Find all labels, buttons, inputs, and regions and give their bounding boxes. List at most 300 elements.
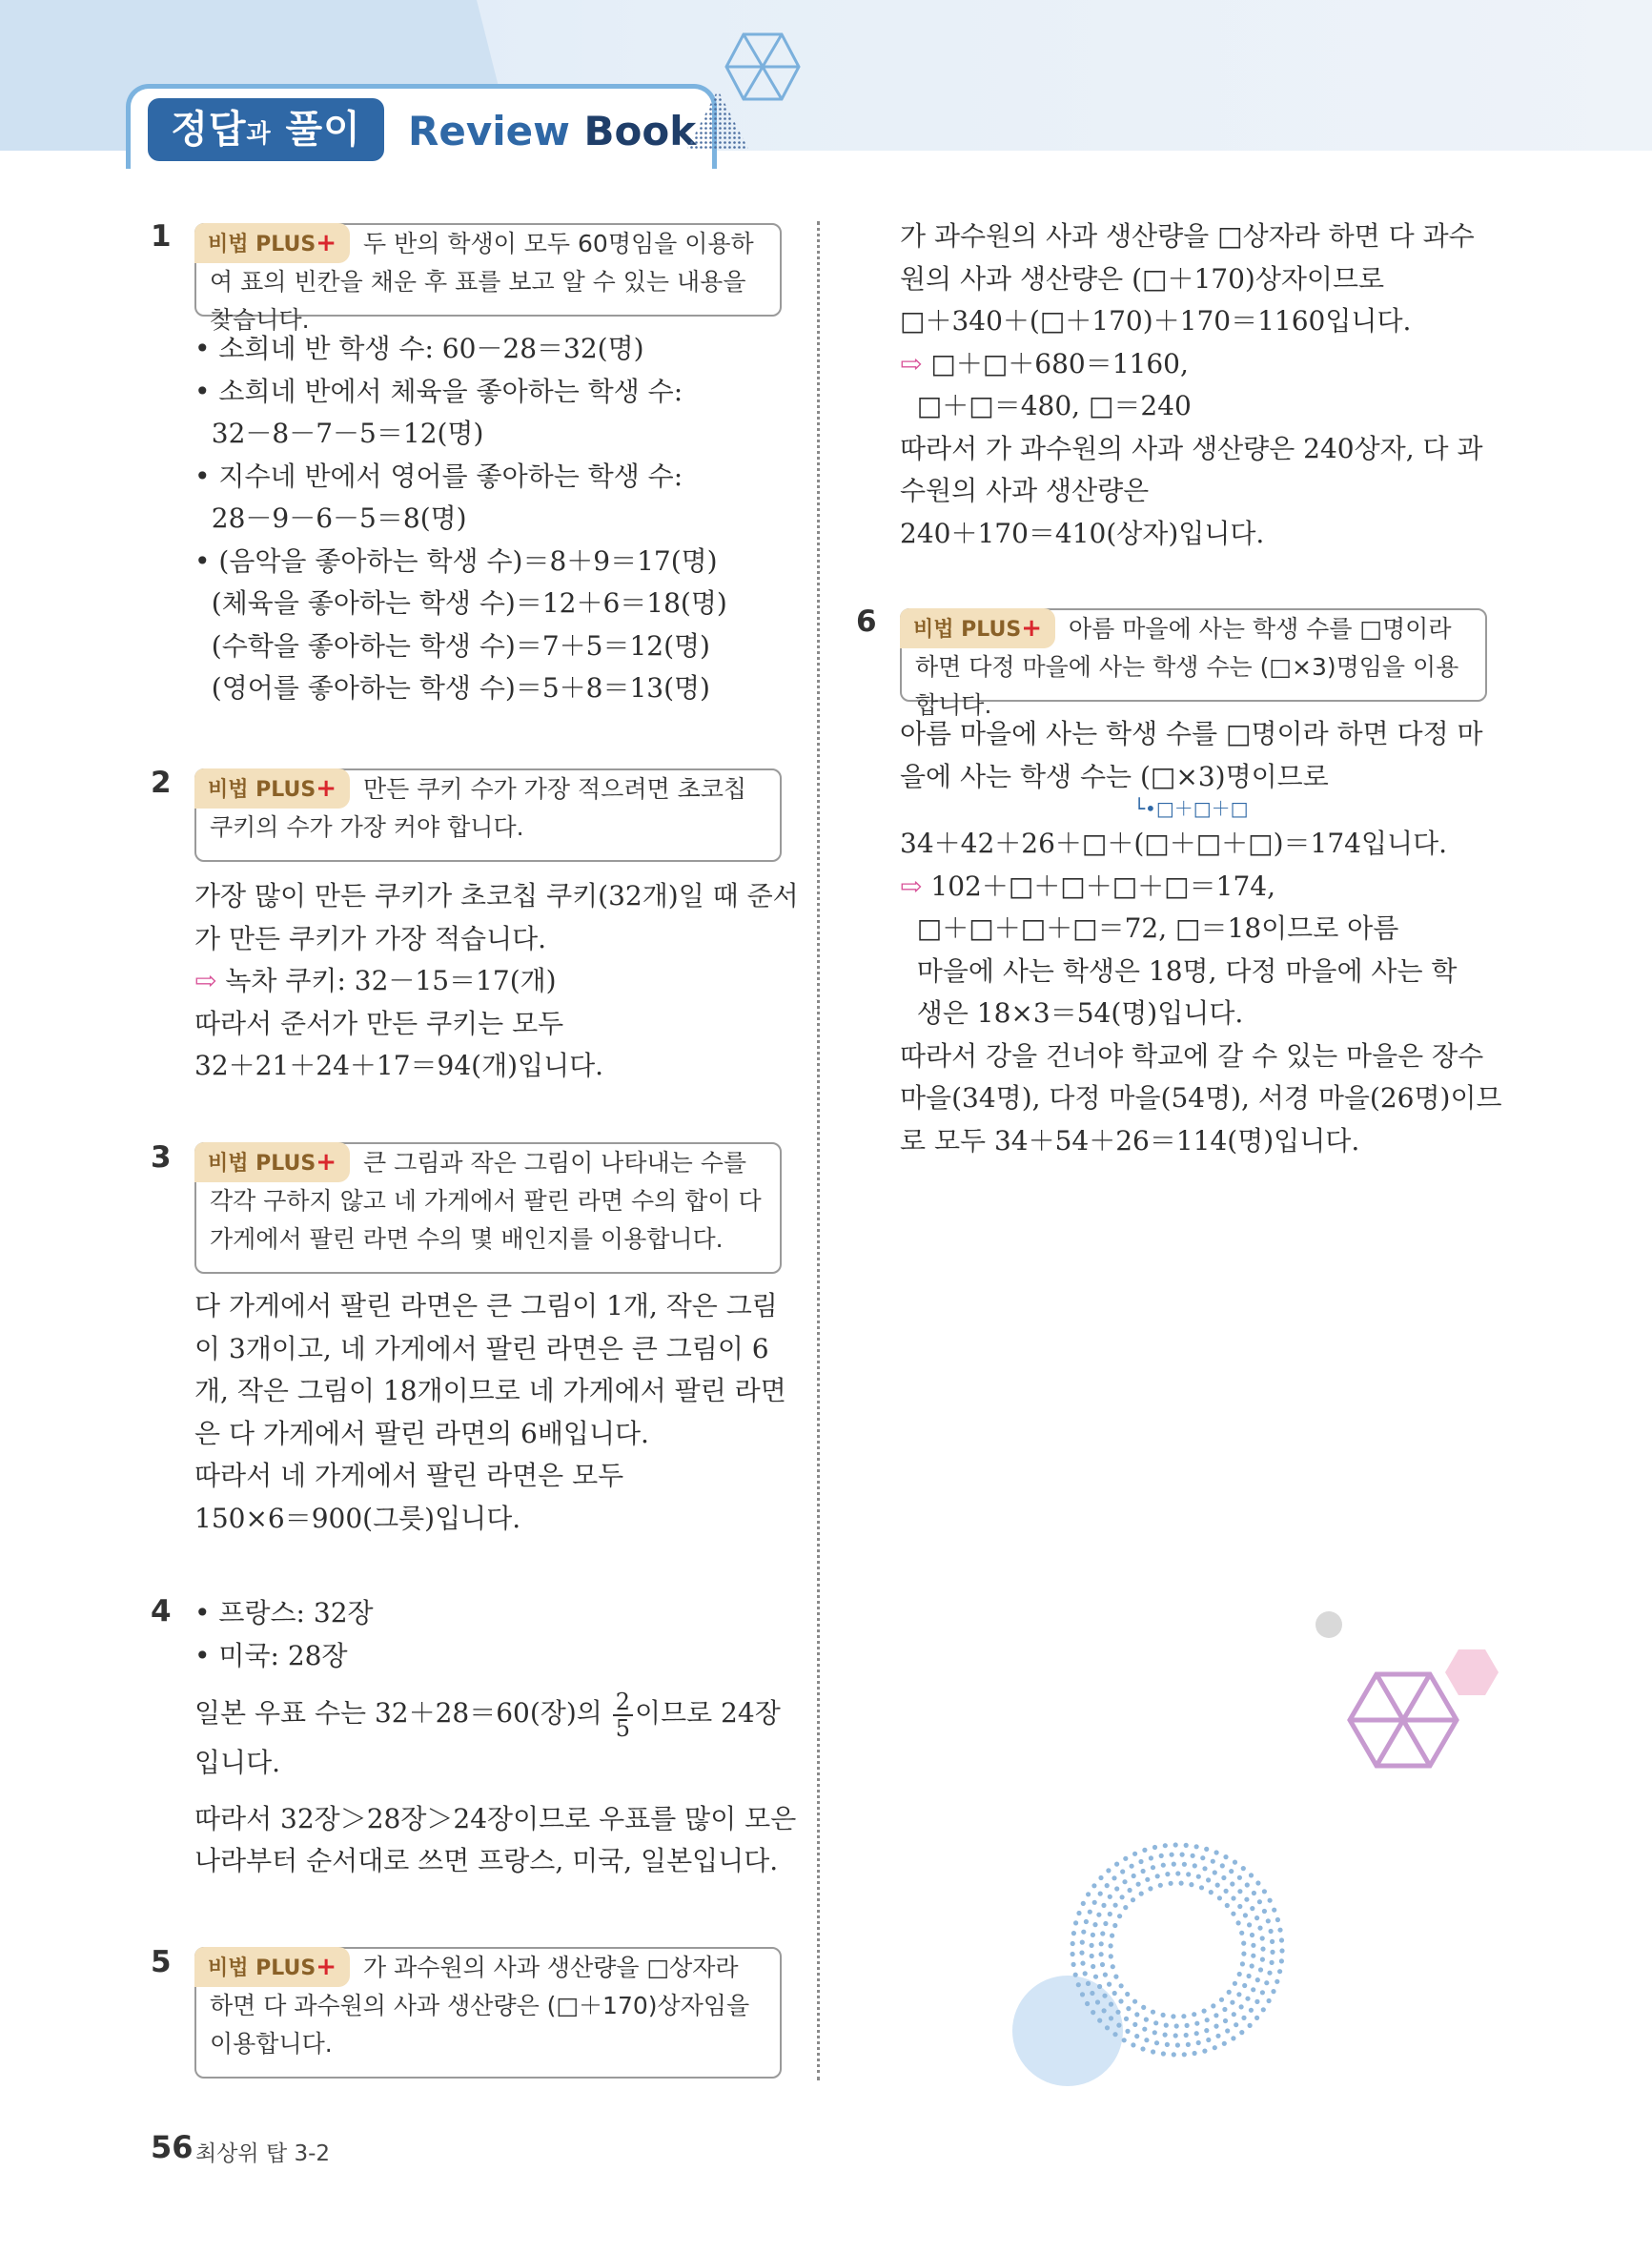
- ring-dot: [1111, 1964, 1115, 1969]
- text-line: 따라서 가 과수원의 사과 생산량은 240상자, 다 과: [900, 432, 1483, 464]
- ring-dot: [1206, 1877, 1211, 1882]
- dotted-triangle-icon: [684, 88, 751, 154]
- ring-dot: [1225, 2028, 1230, 2033]
- fraction-denominator: 5: [615, 1714, 631, 1742]
- ring-dot: [1152, 1845, 1157, 1850]
- ring-dot: [1194, 2021, 1199, 2026]
- ring-dot: [1088, 1910, 1092, 1915]
- ring-dot: [1136, 1882, 1141, 1887]
- text-line: • 프랑스: 32장: [194, 1597, 374, 1628]
- problem-number: 1: [151, 219, 172, 254]
- ring-dot: [1229, 1869, 1234, 1874]
- text-line: • (음악을 좋아하는 학생 수)＝8＋9＝17(명): [194, 544, 718, 577]
- ring-dot: [1158, 1883, 1163, 1888]
- ring-dot: [1224, 1889, 1229, 1894]
- page-number: 56: [151, 2129, 194, 2165]
- ring-dot: [1095, 1999, 1100, 2004]
- ring-dot: [1098, 1892, 1103, 1896]
- ring-dot: [1199, 1885, 1204, 1890]
- ring-dot: [1230, 2000, 1234, 2005]
- ring-dot: [1255, 1880, 1260, 1885]
- ring-dot: [1109, 1943, 1113, 1948]
- ring-dot: [1105, 2025, 1110, 2030]
- ring-dot: [1117, 1914, 1122, 1918]
- ring-dot: [1174, 2023, 1179, 2028]
- problem-2-body: [194, 875, 799, 1088]
- ring-dot: [1260, 1990, 1265, 1995]
- ring-dot: [1250, 1906, 1254, 1911]
- ring-dot: [1132, 1852, 1137, 1856]
- ring-dot: [1175, 1871, 1180, 1875]
- ring-dot: [1107, 1982, 1112, 1987]
- text-line: [194, 960, 799, 1003]
- ring-dot: [1257, 1899, 1262, 1904]
- header-badge: [148, 98, 384, 161]
- problem-1-body: [194, 328, 727, 710]
- ring-dot: [1211, 2003, 1215, 2008]
- header-badge-main: 정답: [171, 108, 247, 152]
- ring-dot: [1232, 2012, 1236, 2017]
- ring-dot: [1085, 2001, 1090, 2006]
- tip-label: 비법 PLUS: [913, 618, 1022, 642]
- tip-badge: [194, 1947, 350, 1987]
- ring-dot: [1123, 1856, 1128, 1861]
- ring-dot: [1083, 1971, 1088, 1976]
- problem-3-body: [194, 1285, 786, 1540]
- tip-text: 두 반의 학생이 모두 60명임을 이용하여 표의 빈칸을 채운 후 표를 보고 알 수 있는 내용을 찾습니다.: [210, 230, 754, 334]
- ring-dot: [1125, 2029, 1130, 2034]
- text-line: • 지수네 반에서 영어를 좋아하는 학생 수:: [194, 460, 683, 492]
- ring-dot: [1279, 1937, 1284, 1942]
- ring-dot: [1073, 1973, 1078, 1977]
- text-line: 마을에 사는 학생은 18명, 다정 마을에 사는 학: [900, 954, 1458, 987]
- text-line: [900, 343, 1483, 386]
- ring-dot: [1130, 1864, 1134, 1869]
- ring-dot: [1223, 2018, 1228, 2023]
- ring-dot: [1097, 2018, 1102, 2023]
- ring-dot: [1169, 1881, 1173, 1886]
- text-line: 28－9－6－5＝8(명): [194, 502, 467, 534]
- ring-dot: [1131, 1897, 1135, 1902]
- ring-dot: [1081, 1930, 1086, 1935]
- problem-number: 5: [151, 1945, 172, 1979]
- ring-dot: [1184, 2033, 1189, 2038]
- ring-dot: [1165, 1872, 1170, 1876]
- text-line: 따라서 준서가 만든 쿠키는 모두: [194, 1007, 564, 1039]
- ring-dot: [1231, 1895, 1235, 1900]
- ring-dot: [1202, 2009, 1207, 2014]
- tip-box: [194, 1142, 782, 1274]
- fraction: [613, 1690, 633, 1741]
- text-line-content: □＋□＋680＝1160,: [930, 347, 1189, 379]
- ring-dot: [1215, 2034, 1220, 2038]
- ring-dot: [1092, 1900, 1097, 1905]
- ring-dot: [1270, 1939, 1275, 1944]
- ring-dot: [1172, 1862, 1176, 1867]
- ring-dot: [1214, 2024, 1218, 2029]
- text-line-content: 일본 우표 수는 32＋28＝60(장)의: [194, 1697, 611, 1729]
- ring-dot: [1185, 2023, 1190, 2028]
- ring-dot: [1091, 1883, 1096, 1888]
- ring-dot: [1120, 1895, 1125, 1899]
- ring-dot: [1091, 1964, 1095, 1969]
- ring-dot: [1214, 2013, 1218, 2017]
- ring-dot: [1076, 1911, 1081, 1915]
- ring-dot: [1251, 1954, 1255, 1958]
- ring-dot: [1252, 1891, 1256, 1895]
- ring-dot: [1250, 1963, 1254, 1968]
- ring-dot: [1131, 2042, 1135, 2047]
- text-line: 150×6＝900(그릇)입니다.: [194, 1502, 521, 1534]
- ring-dot: [1189, 1882, 1193, 1887]
- text-line-content: 이므로 24장: [635, 1697, 781, 1729]
- text-line: 을에 사는 학생 수는 (□×3)명이므로: [900, 760, 1329, 792]
- ring-dot: [1122, 2038, 1127, 2042]
- ring-dot: [1114, 1886, 1119, 1891]
- ring-dot: [1097, 1984, 1102, 1989]
- ring-dot: [1090, 1943, 1094, 1948]
- ring-dot: [1141, 2005, 1146, 2010]
- ring-dot: [1109, 2016, 1113, 2020]
- ring-dot: [1243, 1913, 1248, 1917]
- ring-dot: [1139, 1892, 1144, 1896]
- text-line: 나라부터 순서대로 쓰면 프랑스, 미국, 일본입니다.: [194, 1845, 779, 1876]
- problem-number: 4: [151, 1594, 172, 1628]
- ring-dot: [1191, 1854, 1195, 1858]
- ring-dot: [1219, 1997, 1224, 2002]
- tip-text: 큰 그림과 작은 그림이 나타내는 수를 각각 구하지 않고 네 가게에서 팔린 라면 수의 합이 다 가게에서 팔린 라면 수의 몇 배인지를 이용합니다.: [210, 1149, 762, 1253]
- ring-dot: [1113, 1975, 1118, 1979]
- ring-dot: [1254, 2016, 1259, 2020]
- ring-dot: [1182, 2052, 1187, 2057]
- ring-dot: [1268, 1898, 1273, 1903]
- ring-dot: [1227, 1990, 1232, 1995]
- text-line: 34＋42＋26＋□＋(□＋□＋□)＝174입니다.: [900, 828, 1448, 859]
- ring-dot: [1233, 1981, 1237, 1986]
- ring-dot: [1251, 1943, 1255, 1948]
- ring-dot: [1118, 1998, 1123, 2003]
- ring-dot: [1237, 1972, 1242, 1976]
- plus-icon: +: [1021, 614, 1043, 643]
- text-line: (영어를 좋아하는 학생 수)＝5＋8＝13(명): [194, 672, 710, 704]
- ring-dot: [1086, 1981, 1091, 1986]
- ring-dot: [1138, 1859, 1143, 1864]
- column-divider: [817, 221, 820, 2080]
- text-line-content: 102＋□＋□＋□＋□＝174,: [930, 870, 1275, 902]
- text-line: [194, 1685, 796, 1742]
- footer-book-title: 최상위 탑 3-2: [195, 2141, 331, 2166]
- annotation-arrow-icon: └•: [1133, 797, 1156, 820]
- ring-dot: [1239, 2004, 1244, 2009]
- ring-dot: [1275, 1917, 1280, 1922]
- ring-dot: [1192, 2012, 1196, 2017]
- tip-box: [194, 768, 782, 862]
- ring-dot: [1122, 1879, 1127, 1884]
- ring-dot: [1209, 1890, 1214, 1895]
- text-line: 32＋21＋24＋17＝94(개)입니다.: [194, 1050, 604, 1081]
- tip-badge: [194, 768, 350, 809]
- ring-dot: [1237, 1904, 1242, 1909]
- text-line: 따라서 32장＞28장＞24장이므로 우표를 많이 모은: [194, 1802, 797, 1834]
- annotation-note: [900, 798, 1502, 819]
- arrow-right-icon: ⇨: [194, 965, 217, 996]
- ring-dot: [1100, 1962, 1105, 1967]
- ring-dot: [1080, 1992, 1085, 1997]
- ring-dot: [1239, 1931, 1244, 1936]
- ring-dot: [1164, 2023, 1169, 2028]
- ring-dot: [1161, 2013, 1166, 2017]
- ring-dot: [1217, 1895, 1222, 1900]
- ring-dot: [1241, 1941, 1246, 1946]
- ring-dot: [1161, 1863, 1166, 1868]
- ring-dot: [1125, 1992, 1130, 1997]
- ring-dot: [1279, 1958, 1284, 1963]
- ring-dot: [1236, 1920, 1241, 1925]
- ring-dot: [1222, 2007, 1227, 2012]
- ring-dot: [1103, 1921, 1108, 1926]
- ring-dot: [1245, 1997, 1250, 2001]
- ring-dot: [1258, 1967, 1263, 1972]
- ring-dot: [1249, 2008, 1254, 2013]
- ring-dot: [1144, 2017, 1149, 2022]
- ring-dot: [1106, 1868, 1111, 1873]
- tip-label: 비법 PLUS: [208, 1152, 316, 1176]
- ring-dot: [1114, 1862, 1119, 1867]
- problem-5-body: [900, 215, 1483, 555]
- ring-dot: [1132, 1999, 1137, 2004]
- ring-dot: [1090, 1991, 1094, 1996]
- ring-dot: [1084, 1919, 1089, 1924]
- ring-dot: [1200, 1855, 1205, 1860]
- ring-dot: [1260, 1957, 1265, 1962]
- ring-dot: [1270, 1960, 1275, 1965]
- ring-dot: [1196, 1874, 1201, 1879]
- ring-dot: [1240, 1961, 1245, 1966]
- ring-dot: [1148, 1886, 1152, 1891]
- tip-label: 비법 PLUS: [208, 1956, 316, 1980]
- text-line: 로 모두 34＋54＋26＝114(명)입니다.: [900, 1124, 1360, 1157]
- text-line: 가장 많이 만든 쿠키가 초코칩 쿠키(32개)일 때 준서: [194, 880, 799, 911]
- ring-dot: [1277, 1928, 1282, 1933]
- ring-dot: [1260, 1936, 1265, 1940]
- text-line: 입니다.: [194, 1747, 281, 1778]
- ring-dot: [1239, 2030, 1244, 2035]
- ring-dot: [1179, 1881, 1184, 1886]
- ring-dot: [1249, 1873, 1254, 1877]
- ring-dot: [1254, 1999, 1259, 2004]
- ring-dot: [1184, 1843, 1189, 1848]
- tip-badge: [900, 608, 1055, 648]
- ring-dot: [1101, 1903, 1106, 1908]
- ring-dot: [1194, 2031, 1199, 2036]
- tip-text: 가 과수원의 사과 생산량을 □상자라 하면 다 과수원의 사과 생산량은 (□＋170)상자임을 이용합니다.: [210, 1954, 750, 2058]
- ring-dot: [1128, 1888, 1132, 1893]
- header-badge-small: 과: [246, 120, 272, 149]
- ring-dot: [1071, 1931, 1076, 1936]
- ring-dot: [1206, 2038, 1211, 2042]
- ring-dot: [1204, 2028, 1209, 2033]
- ring-dot: [1173, 2033, 1178, 2038]
- ring-dot: [1213, 2045, 1217, 2050]
- ring-dot: [1100, 1931, 1105, 1936]
- ring-dot: [1126, 2006, 1131, 2011]
- ring-dot: [1123, 1905, 1128, 1910]
- ring-dot: [1091, 1933, 1095, 1937]
- fraction-numerator: 2: [613, 1690, 633, 1716]
- ring-dot: [1099, 1952, 1104, 1956]
- tip-text: 아름 마을에 사는 학생 수를 □명이라 하면 다정 마을에 사는 학생 수는 (□×3)명임을 이용합니다.: [915, 615, 1459, 719]
- ring-dot: [1142, 1848, 1147, 1853]
- ring-dot: [1132, 1874, 1136, 1878]
- text-line: • 미국: 28장: [194, 1639, 348, 1671]
- ring-dot: [1105, 1883, 1110, 1888]
- ring-dot: [1153, 2020, 1158, 2025]
- dotted-ring-icon: [1010, 1835, 1315, 2093]
- ring-dot: [1120, 1869, 1125, 1874]
- text-line: 다 가게에서 팔린 라면은 큰 그림이 1개, 작은 그림: [194, 1290, 778, 1321]
- ring-dot: [1113, 1903, 1118, 1908]
- ring-dot: [1225, 1903, 1230, 1908]
- ring-dot: [1196, 2040, 1201, 2045]
- ring-dot: [1151, 1865, 1155, 1870]
- ring-dot: [1161, 2051, 1166, 2056]
- tip-box: [194, 1947, 782, 2079]
- text-line: 따라서 강을 건너야 학교에 갈 수 있는 마을은 장수: [900, 1039, 1484, 1072]
- text-line: • 소희네 반에서 체육을 좋아하는 학생 수:: [194, 375, 683, 407]
- ring-dot: [1080, 1961, 1085, 1966]
- plus-icon: +: [316, 1953, 337, 1981]
- ring-dot: [1202, 2049, 1207, 2054]
- ring-dot: [1262, 1909, 1267, 1914]
- arrow-right-icon: ⇨: [900, 870, 923, 902]
- text-line: 은 다 가게에서 팔린 라면의 6배입니다.: [194, 1417, 649, 1449]
- book-word-2: Book: [583, 108, 697, 154]
- ring-dot: [1266, 1918, 1271, 1923]
- ring-dot: [1220, 1863, 1225, 1868]
- ring-dot: [1109, 2002, 1113, 2007]
- ring-dot: [1071, 1941, 1075, 1946]
- ring-dot: [1181, 2014, 1186, 2018]
- ring-dot: [1241, 1952, 1246, 1956]
- ring-dot: [1231, 2036, 1235, 2040]
- text-line: 240＋170＝410(상자)입니다.: [900, 517, 1265, 549]
- ring-dot: [1233, 1860, 1237, 1865]
- ring-dot: [1250, 1933, 1254, 1937]
- problem-number: 6: [856, 604, 877, 639]
- ring-dot: [1244, 1897, 1249, 1902]
- ring-dot: [1090, 1954, 1094, 1958]
- ring-dot: [1247, 1922, 1252, 1927]
- tip-box: [900, 608, 1487, 719]
- ring-dot: [1071, 1962, 1076, 1967]
- text-line: □＋□＋□＋□＝72, □＝18이므로 아름: [900, 912, 1399, 944]
- ring-dot: [1091, 2010, 1095, 2015]
- problem-4-body: [194, 1592, 796, 1883]
- ring-dot: [1269, 1929, 1274, 1934]
- ring-dot: [1173, 1842, 1178, 1847]
- ring-dot: [1145, 1877, 1150, 1882]
- ring-dot: [1186, 1872, 1191, 1876]
- ring-dot: [1165, 2042, 1170, 2047]
- ring-dot: [1141, 1869, 1146, 1874]
- ring-dot: [1230, 1881, 1234, 1886]
- text-line: 마을(34명), 다정 마을(54명), 서경 마을(26명)이므: [900, 1082, 1502, 1114]
- ring-dot: [1221, 1875, 1226, 1880]
- ring-dot: [1112, 1991, 1117, 1996]
- text-line: 아름 마을에 사는 학생 수를 □명이라 하면 다정 마: [900, 718, 1483, 749]
- ring-dot: [1079, 1951, 1084, 1956]
- ring-dot: [1073, 1920, 1078, 1925]
- ring-dot: [1155, 1874, 1160, 1878]
- ring-dot: [1241, 2016, 1246, 2020]
- ring-dot: [1086, 1892, 1091, 1896]
- ring-dot: [1260, 1947, 1265, 1952]
- tip-badge: [194, 223, 350, 263]
- tip-label: 비법 PLUS: [208, 233, 316, 256]
- ring-dot: [1124, 2017, 1129, 2021]
- ring-dot: [1159, 1854, 1164, 1858]
- ring-dot: [1096, 1913, 1101, 1917]
- ring-dot: [1222, 2041, 1227, 2046]
- ring-dot: [1277, 1969, 1282, 1974]
- ring-dot: [1264, 1980, 1269, 1985]
- ring-dot: [1071, 1952, 1075, 1956]
- ring-dot: [1234, 2022, 1238, 2027]
- ring-dot: [1076, 1982, 1081, 1987]
- ring-dot: [1172, 2052, 1176, 2057]
- ring-dot: [1154, 2040, 1159, 2045]
- ring-dot: [1151, 2010, 1155, 2015]
- plus-icon: +: [316, 229, 337, 257]
- ring-dot: [1151, 2049, 1155, 2054]
- text-line-content: 녹차 쿠키: 32－15＝17(개): [225, 965, 557, 996]
- text-line: 생은 18×3＝54(명)입니다.: [900, 997, 1244, 1029]
- text-line: • 소희네 반 학생 수: 60－28＝32(명): [194, 333, 644, 364]
- ring-dot: [1103, 1973, 1108, 1977]
- ring-dot: [1205, 2017, 1210, 2022]
- problem-number: 2: [151, 766, 172, 800]
- text-line: [900, 866, 1502, 909]
- ring-dot: [1171, 2014, 1175, 2018]
- ring-dot: [1275, 1979, 1279, 1984]
- ring-dot: [1213, 1870, 1217, 1874]
- ring-dot: [1193, 2051, 1197, 2056]
- ring-dot: [1110, 1934, 1114, 1938]
- ring-dot: [1180, 1853, 1185, 1857]
- text-line: 가 과수원의 사과 생산량을 □상자라 하면 다 과수: [900, 220, 1475, 252]
- text-line: □＋340＋(□＋170)＋170＝1160입니다.: [900, 305, 1412, 337]
- ring-dot: [1237, 1889, 1242, 1894]
- tip-label: 비법 PLUS: [208, 778, 316, 802]
- ring-dot: [1175, 2042, 1180, 2047]
- ring-dot: [1163, 2033, 1168, 2038]
- ring-dot: [1116, 2023, 1121, 2028]
- ring-dot: [1271, 1989, 1275, 1994]
- ring-dot: [1251, 1987, 1255, 1992]
- header-badge-end: 풀이: [285, 108, 361, 152]
- ring-dot: [1115, 2010, 1120, 2015]
- ring-dot: [1236, 1992, 1241, 1997]
- ring-dot: [1241, 1866, 1246, 1871]
- ring-dot: [1112, 2032, 1117, 2037]
- ring-dot: [1182, 1862, 1187, 1867]
- ring-dot: [1134, 2012, 1139, 2017]
- hexagon-cluster-icon: [1306, 1592, 1525, 1792]
- ring-dot: [1149, 1855, 1153, 1860]
- ring-dot: [1119, 1983, 1124, 1988]
- tip-text: 만든 쿠키 수가 가장 적으려면 초코칩 쿠키의 수가 가장 커야 합니다.: [210, 775, 747, 841]
- ring-dot: [1144, 2038, 1149, 2042]
